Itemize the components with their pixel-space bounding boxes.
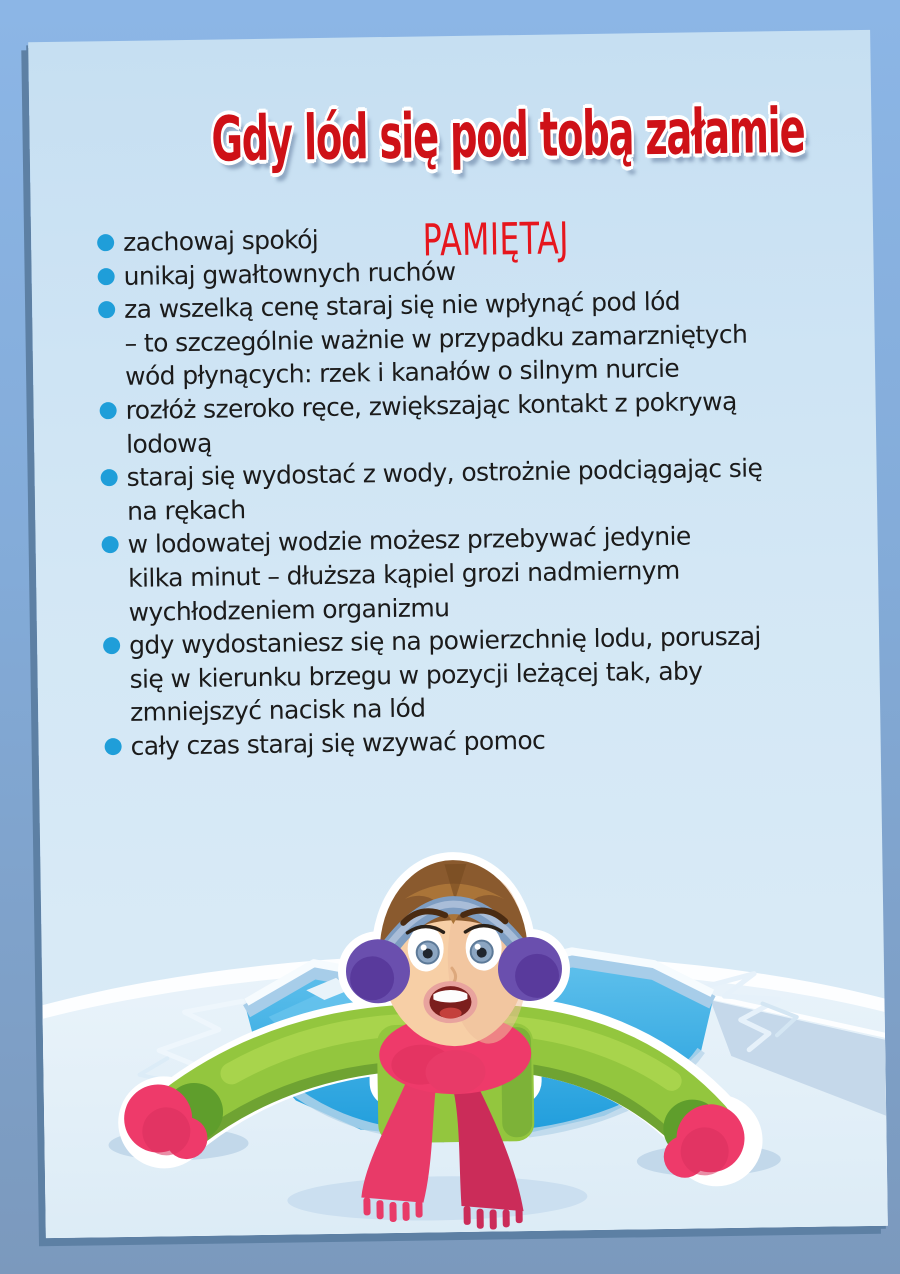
- safety-tip-text: w lodowatej wodzie możesz przebywać jedynie kilka minut – dłuższa kąpiel grozi nadmiernym wychłodzeniem organizmu: [127, 521, 691, 627]
- safety-tip: [100, 450, 871, 529]
- safety-tips-list: [97, 212, 875, 764]
- safety-tip-text: rozłóż szeroko ręce, zwiększając kontakt z pokrywą lodową: [125, 386, 737, 459]
- safety-tip: [99, 383, 870, 462]
- bullet-dot: [100, 402, 117, 419]
- bullet-dot: [102, 536, 119, 553]
- ice-scene: [40, 842, 888, 1238]
- safety-tip: [101, 517, 872, 629]
- safety-tip-text: za wszelką cenę staraj się nie wpłynąć pod lód – to szczególnie ważnie w przypadku zamarzniętych wód płynących: rzek i kanałów o silnym nurcie: [123, 286, 748, 392]
- poster-sheet: [28, 30, 888, 1238]
- safety-tip: [103, 618, 874, 730]
- safety-tip-text: gdy wydostaniesz się na powierzchnię lodu, poruszaj się w kierunku brzegu w pozycji leżącej tak, aby zmniejszyć nacisk na lód: [128, 621, 761, 728]
- bullet-dot: [98, 301, 115, 318]
- bullet-dot: [103, 637, 120, 654]
- safety-tip-text: cały czas staraj się wzywać pomoc: [130, 725, 546, 761]
- bullet-dot: [97, 234, 114, 251]
- bullet-dot: [98, 268, 115, 285]
- bullet-dot: [101, 469, 118, 486]
- safety-tip-text: unikaj gwałtownych ruchów: [123, 256, 456, 291]
- safety-tip: [98, 282, 869, 394]
- ice-accident-illustration: [40, 796, 888, 1238]
- reminder-heading-text: PAMIĘTAJ: [422, 212, 570, 266]
- poster-title: [29, 95, 872, 176]
- safety-tip-text: staraj się wydostać z wody, ostrożnie podciągając się na rękach: [126, 453, 763, 526]
- bullet-dot: [105, 738, 122, 755]
- poster-title-text: Gdy lód się pod tobą załamie: [210, 93, 805, 176]
- safety-tip-text: zachowaj spokój: [122, 225, 319, 257]
